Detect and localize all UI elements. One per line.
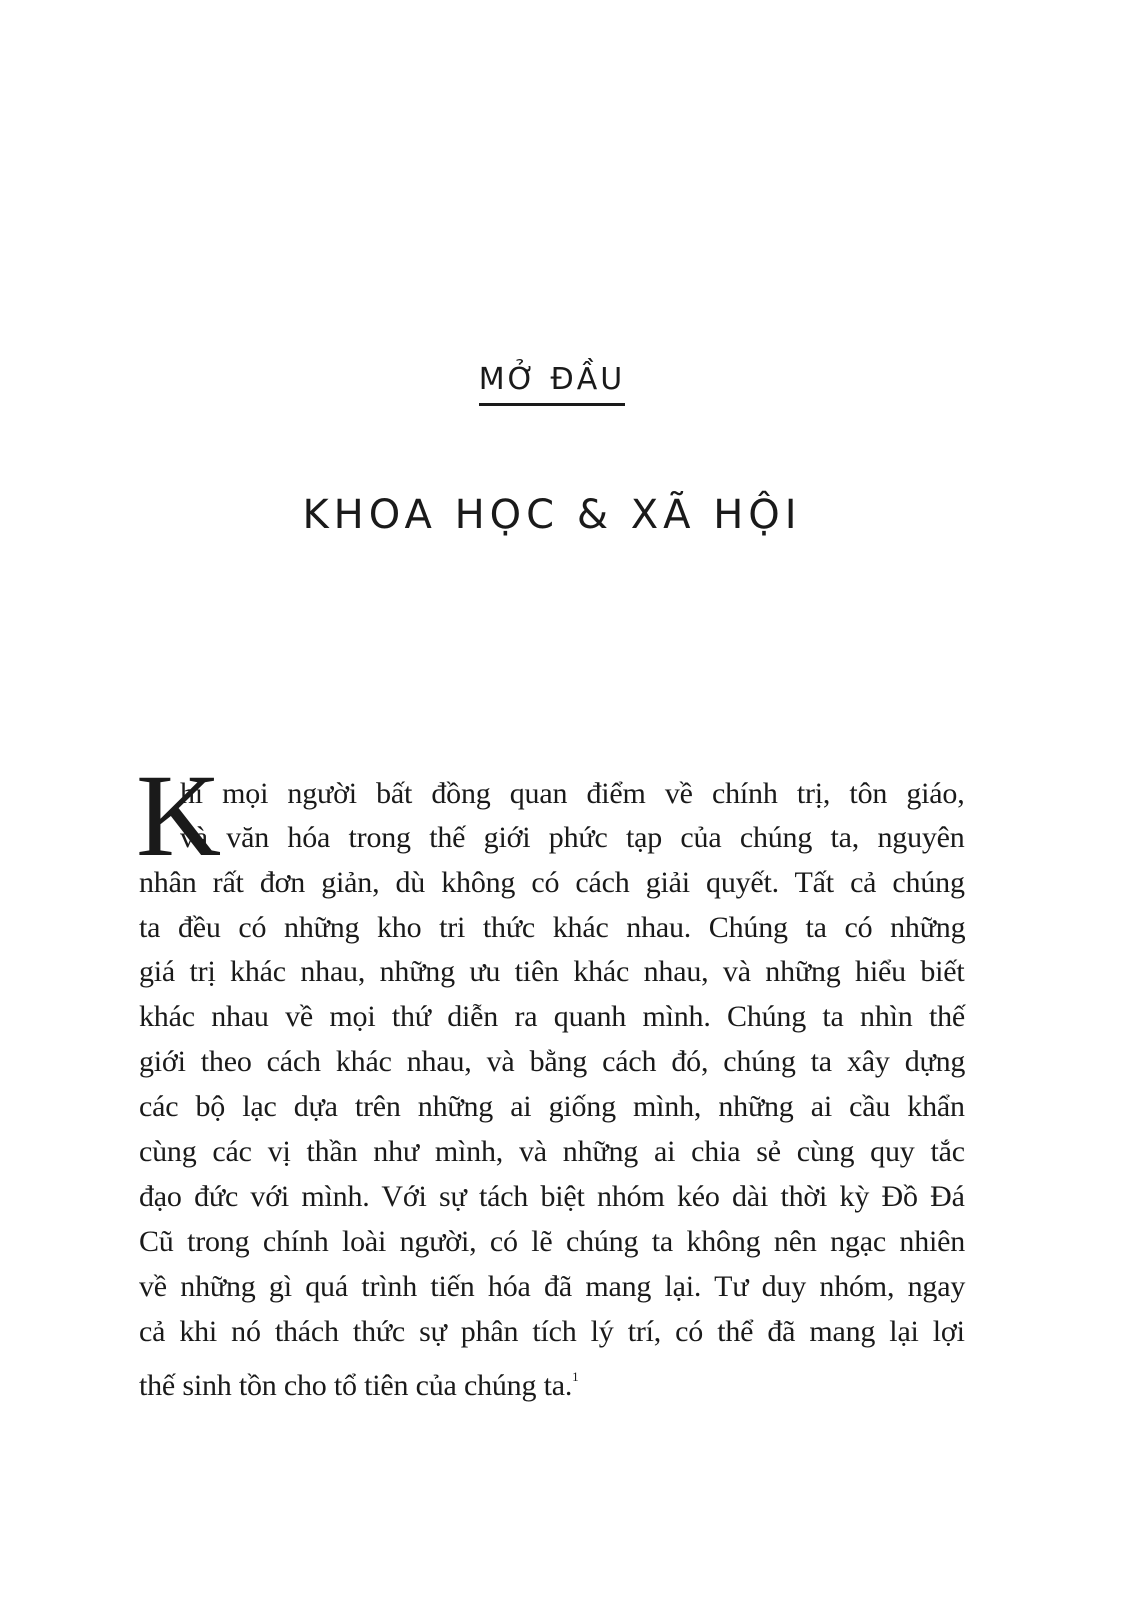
text-line: Cũ trong chính loài người, có lẽ chúng ta không nên ngạc nhiên xyxy=(139,1225,966,1258)
text-line: khác nhau về mọi thứ diễn ra quanh mình. Chúng ta nhìn thế xyxy=(139,1000,966,1033)
text-line: hi mọi người bất đồng quan điểm về chính trị, tôn giáo, xyxy=(180,777,965,810)
text-line: về những gì quá trình tiến hóa đã mang lại. Tư duy nhóm, ngay xyxy=(139,1270,966,1303)
chapter-title: KHOA HỌC & XÃ HỘI xyxy=(302,492,802,538)
text-line-content: thế sinh tồn cho tổ tiên của chúng ta. xyxy=(139,1369,573,1402)
text-line: giới theo cách khác nhau, và bằng cách đó, chúng ta xây dựng xyxy=(139,1045,966,1078)
text-line: nhân rất đơn giản, dù không có cách giải quyết. Tất cả chúng xyxy=(139,866,965,899)
text-line: và văn hóa trong thế giới phức tạp của chúng ta, nguyên xyxy=(180,821,965,854)
chapter-label xyxy=(0,362,1104,406)
drop-cap: K xyxy=(136,750,222,881)
footnote-marker[interactable]: 1 xyxy=(572,1369,579,1384)
text-line: giá trị khác nhau, những ưu tiên khác nhau, và những hiểu biết xyxy=(139,955,965,988)
text-line: ta đều có những kho tri thức khác nhau. Chúng ta có những xyxy=(139,911,966,944)
text-line: các bộ lạc dựa trên những ai giống mình, những ai cầu khẩn xyxy=(139,1090,965,1123)
text-line-last xyxy=(139,1359,965,1404)
text-line: cùng các vị thần như mình, và những ai chia sẻ cùng quy tắc xyxy=(139,1135,965,1168)
text-line: cả khi nó thách thức sự phân tích lý trí, có thể đã mang lại lợi xyxy=(139,1315,965,1348)
chapter-label-text: MỞ ĐẦU xyxy=(479,362,626,406)
text-line: đạo đức với mình. Với sự tách biệt nhóm kéo dài thời kỳ Đồ Đá xyxy=(139,1180,965,1213)
